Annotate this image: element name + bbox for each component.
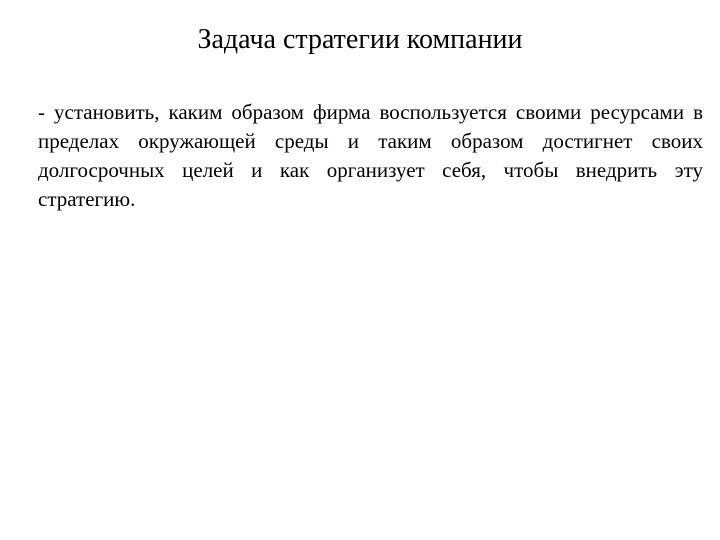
slide-title: Задача стратегии компании [197, 24, 523, 55]
slide-body-text: - установить, каким образом фирма воспользуется своими ресурсами в пределах окружающей среды и таким образом достигнет своих долгосрочных целей и как организует себя, чтобы внедрить эту стратегию. [38, 100, 703, 211]
